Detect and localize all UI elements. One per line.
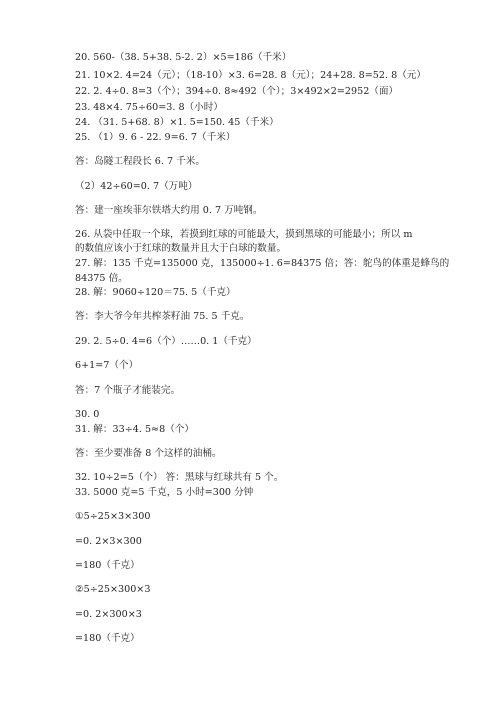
answer-26-line-2: 的数值应该小于红球的数量并且大于白球的数量。	[75, 243, 287, 254]
answer-21: 21. 10×2. 4=24（元）；（18-10）×3. 6=28. 8（元）；24+28. 8=52. 8（元）	[75, 70, 426, 81]
answer-28: 28. 解：9060÷120＝75. 5（千克）	[75, 287, 236, 298]
answer-31: 31. 解：33÷4. 5≈8（个）	[75, 424, 194, 435]
answer-25-part-1: 25. （1）9. 6 - 22. 9=6. 7（千米）	[75, 132, 236, 143]
answer-20: 20. 560-（38. 5+38. 5-2. 2）×5=186（千米）	[75, 52, 292, 63]
answer-26-line-1: 26. 从袋中任取一个球，若摸到红球的可能最大，摸到黑球的可能最小；所以 m	[75, 229, 413, 240]
answer-33-method-1-step-1: ①5÷25×3×300	[75, 511, 151, 522]
answer-29-conclusion: 答：7 个瓶子才能装完。	[75, 385, 181, 396]
answer-25-part-2: （2）42÷60=0. 7（万吨）	[75, 181, 198, 192]
answer-29-step-1: 29. 2. 5÷0. 4=6（个）……0. 1（千克）	[75, 336, 257, 347]
answer-32: 32. 10÷2=5（个） 答：黑球与红球共有 5 个。	[75, 472, 284, 483]
answer-33-method-1-result: =180（千克）	[75, 560, 140, 571]
answer-33: 33. 5000 克=5 千克，5 小时=300 分钟	[75, 487, 254, 498]
answer-33-method-2-result: =180（千克）	[75, 633, 140, 644]
answer-33-method-2-step-2: =0. 2×300×3	[75, 609, 142, 620]
answer-23: 23. 48×4. 75÷60=3. 8（小时）	[75, 102, 223, 113]
answer-25-part-1-conclusion: 答：岛隧工程段长 6. 7 千米。	[75, 156, 205, 167]
answer-33-method-2-step-1: ②5÷25×300×3	[75, 584, 151, 595]
answer-27-line-2: 84375 倍。	[75, 273, 128, 284]
answer-28-conclusion: 答：李大爷今年共榨茶籽油 75. 5 千克。	[75, 311, 250, 322]
answer-27-line-1: 27. 解：135 千克=135000 克，135000÷1. 6=84375 倍；答：鸵鸟的体重是蜂鸟的	[75, 258, 450, 269]
answer-24: 24. （31. 5+68. 8）×1. 5=150. 45（千米）	[75, 117, 279, 128]
answer-22: 22. 2. 4÷0. 8=3（个）；394÷0. 8≈492（个）；3×492×2=2952（面）	[75, 86, 399, 97]
answer-25-part-2-conclusion: 答：建一座埃菲尔铁塔大约用 0. 7 万吨钢。	[75, 205, 263, 216]
answer-29-step-2: 6+1=7（个）	[75, 360, 139, 371]
answer-31-conclusion: 答：至少要准备 8 个这样的油桶。	[75, 448, 222, 459]
answer-30: 30. 0	[75, 409, 100, 420]
answer-33-method-1-step-2: =0. 2×3×300	[75, 536, 142, 547]
